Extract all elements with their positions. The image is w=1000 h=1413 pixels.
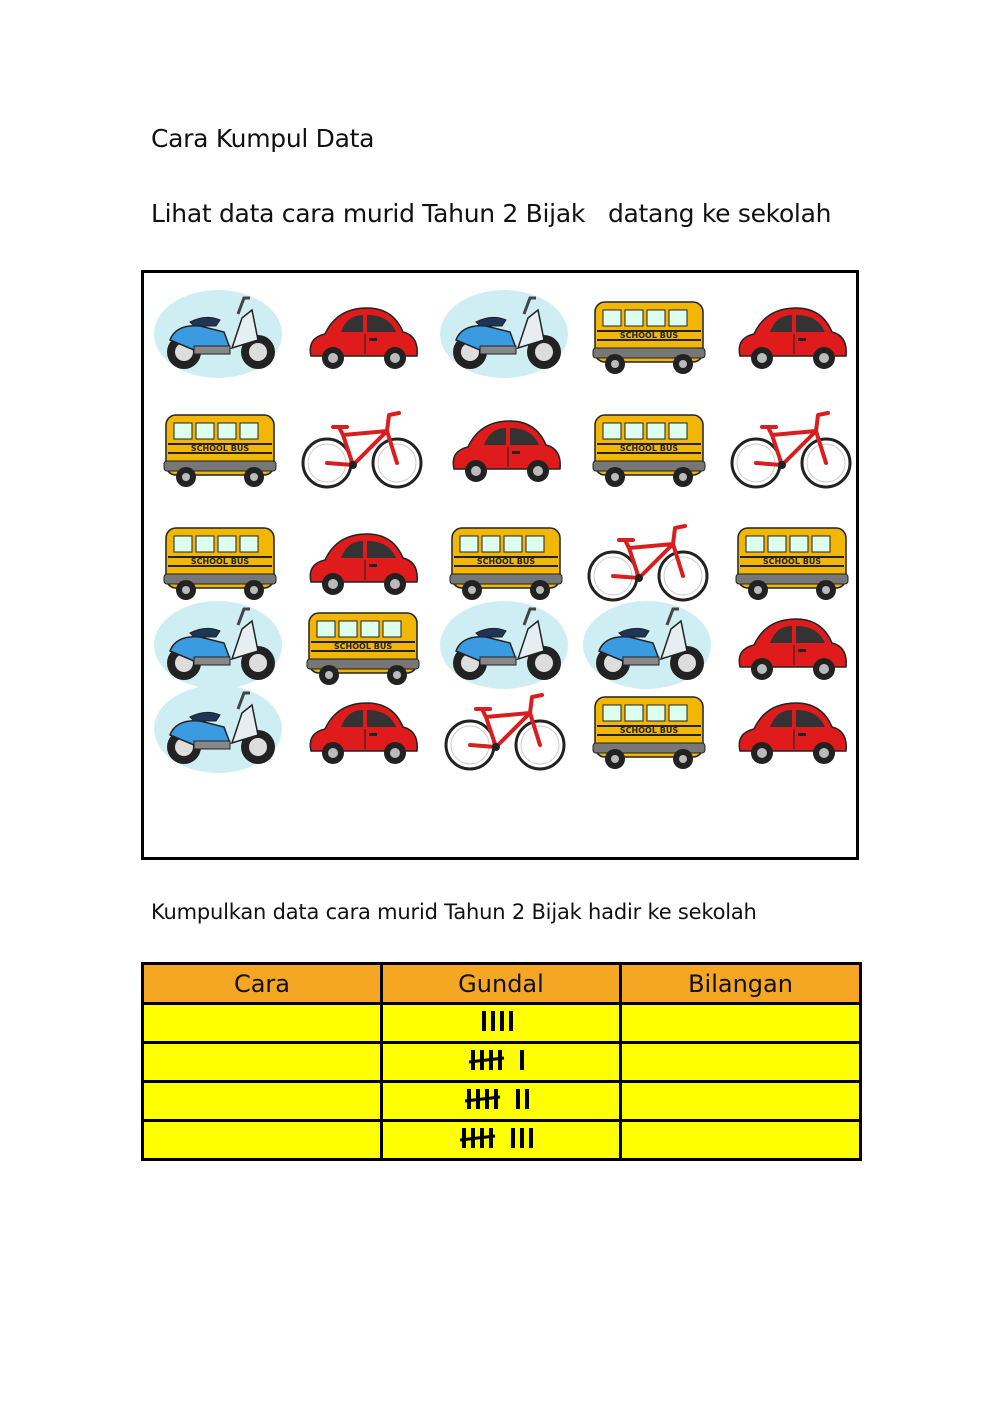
vehicle-picture-grid [141, 270, 859, 860]
svg-text:SCHOOL BUS: SCHOOL BUS [619, 726, 679, 735]
motorcycle-icon [440, 288, 570, 383]
table-row [143, 1121, 861, 1160]
car-icon [440, 401, 570, 496]
gundal-cell [382, 1082, 621, 1121]
bilangan-cell[interactable] [621, 1004, 861, 1043]
svg-text:SCHOOL BUS: SCHOOL BUS [190, 557, 250, 566]
bicycle-icon [440, 683, 570, 778]
svg-text:SCHOOL BUS: SCHOOL BUS [762, 557, 822, 566]
cara-cell[interactable] [143, 1043, 382, 1082]
svg-text:SCHOOL BUS: SCHOOL BUS [333, 642, 393, 651]
school-bus-icon [440, 514, 570, 609]
car-icon [726, 288, 856, 383]
bicycle-icon [726, 401, 856, 496]
gundal-cell [382, 1004, 621, 1043]
svg-text:SCHOOL BUS: SCHOOL BUS [619, 444, 679, 453]
car-icon [297, 514, 427, 609]
tally-marks [460, 1124, 542, 1156]
svg-text:SCHOOL BUS: SCHOOL BUS [190, 444, 250, 453]
school-bus-icon [154, 514, 284, 609]
instruction-text: Kumpulkan data cara murid Tahun 2 Bijak hadir ke sekolah [151, 900, 757, 924]
tally-marks [465, 1085, 538, 1117]
motorcycle-icon [154, 599, 284, 694]
header-bilangan: Bilangan [621, 964, 861, 1004]
car-icon [726, 683, 856, 778]
car-icon [726, 599, 856, 694]
school-bus-icon [583, 683, 713, 778]
tally-marks [469, 1046, 533, 1078]
tally-marks [480, 1007, 522, 1039]
motorcycle-icon [440, 599, 570, 694]
school-bus-icon [154, 401, 284, 496]
gundal-cell [382, 1121, 621, 1160]
school-bus-icon [297, 599, 427, 694]
bilangan-cell[interactable] [621, 1082, 861, 1121]
bilangan-cell[interactable] [621, 1043, 861, 1082]
motorcycle-icon [154, 683, 284, 778]
header-gundal: Gundal [382, 964, 621, 1004]
tally-table [141, 962, 862, 1161]
worksheet-title: Cara Kumpul Data [151, 124, 375, 153]
cara-cell[interactable] [143, 1082, 382, 1121]
motorcycle-icon [154, 288, 284, 383]
svg-text:SCHOOL BUS: SCHOOL BUS [619, 331, 679, 340]
school-bus-icon [583, 401, 713, 496]
bicycle-icon [297, 401, 427, 496]
table-row [143, 1004, 861, 1043]
worksheet-subtitle: Lihat data cara murid Tahun 2 Bijak datang ke sekolah [151, 199, 832, 228]
svg-text:SCHOOL BUS: SCHOOL BUS [476, 557, 536, 566]
bilangan-cell[interactable] [621, 1121, 861, 1160]
cara-cell[interactable] [143, 1004, 382, 1043]
table-header-row [143, 964, 861, 1004]
bicycle-icon [583, 514, 713, 609]
school-bus-icon [583, 288, 713, 383]
header-cara: Cara [143, 964, 382, 1004]
motorcycle-icon [583, 599, 713, 694]
gundal-cell [382, 1043, 621, 1082]
car-icon [297, 288, 427, 383]
cara-cell[interactable] [143, 1121, 382, 1160]
table-row [143, 1082, 861, 1121]
school-bus-icon [726, 514, 856, 609]
table-row [143, 1043, 861, 1082]
car-icon [297, 683, 427, 778]
